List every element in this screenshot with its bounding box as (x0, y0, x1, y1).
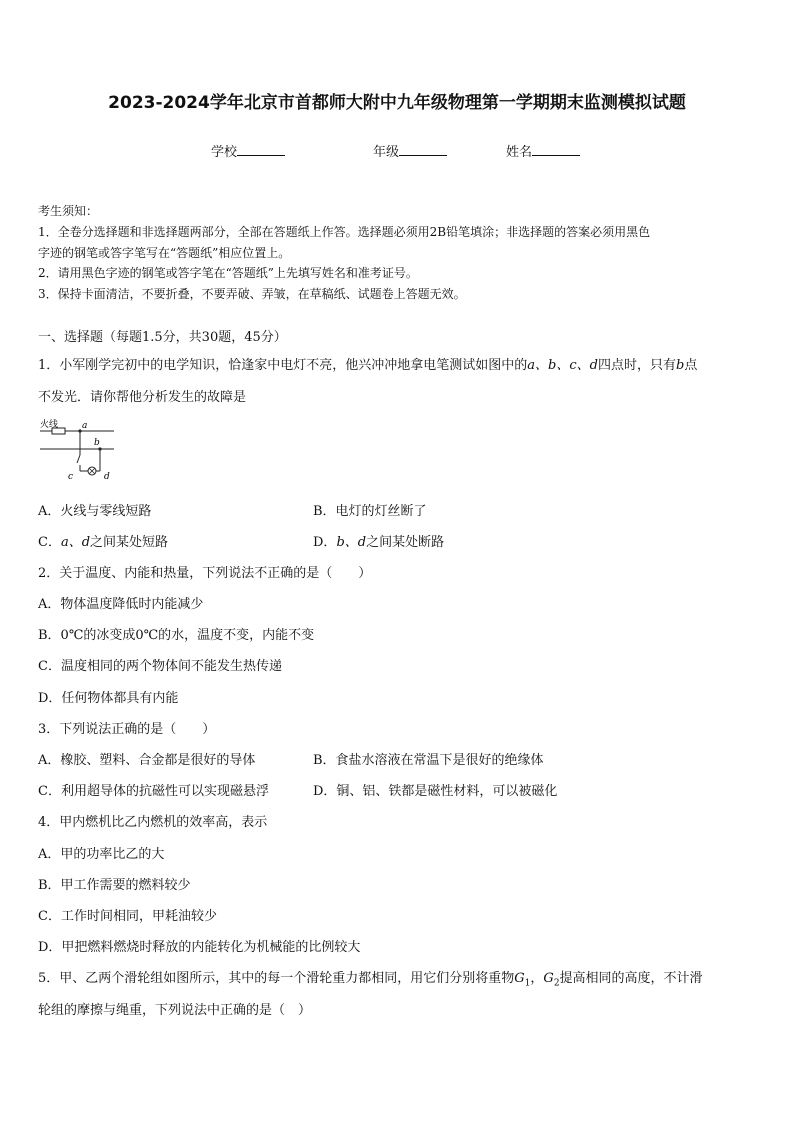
q5-g2-subscript: 2 (553, 978, 560, 989)
q1-stem-line2: 不发光．请你帮他分析发生的故障是 (38, 390, 247, 405)
name-field (506, 141, 580, 160)
q1-stem-text: 1．小军刚学完初中的电学知识，恰逢家中电灯不亮，他兴冲冲地拿电笔测试如图中的 (38, 358, 528, 373)
q1-option-c (38, 531, 168, 550)
q1-option-d (313, 531, 444, 550)
q3-option-c: C．利用超导体的抗磁性可以实现磁悬浮 (38, 784, 269, 799)
switch-symbol (77, 455, 80, 463)
notice-item: 2．请用黑色字迹的钢笔或答字笔在“答题纸”上先填写姓名和准考证号。 (38, 266, 418, 280)
q5-g1: G (514, 971, 525, 986)
q5-stem-text: 5．甲、乙两个滑轮组如图所示，其中的每一个滑轮重力都相同，用它们分别将重物 (38, 971, 515, 986)
live-wire-label: 火线 (40, 420, 59, 430)
q5-g1-subscript: 1 (524, 978, 531, 989)
circuit-diagram (38, 415, 118, 483)
q4-stem: 4．甲内燃机比乙内燃机的效率高，表示 (38, 815, 268, 830)
section-title: 一、选择题（每题1.5分，共30题，45分） (38, 330, 287, 345)
q1-stem-text: 四点时，只有 (597, 358, 676, 373)
notice-heading: 考生须知： (38, 204, 99, 218)
q1-option-d-text: 之间某处断路 (366, 535, 445, 550)
q1-option-c-points: a、d (60, 535, 91, 550)
school-field (211, 141, 285, 160)
grade-blank (399, 143, 447, 156)
q1-stem (38, 354, 697, 373)
q4-option-a: A．甲的功率比乙的大 (38, 847, 165, 862)
q3-option-a: A．橡胶、塑料、合金都是很好的导体 (38, 753, 256, 768)
q3-stem: 3．下列说法正确的是（ ） (38, 722, 216, 737)
q4-option-c: C．工作时间相同，甲耗油较少 (38, 909, 217, 924)
q1-points: a、b、c、d (527, 358, 598, 373)
school-label: 学校 (211, 145, 238, 160)
q1-stem-text: 点 (684, 358, 698, 373)
notice-item: 1．全卷分选择题和非选择题两部分，全部在答题纸上作答。选择题必须用2B铅笔填涂；非选择题的答案必须用黑色 (38, 225, 651, 239)
page-title: 2023-2024学年北京市首都师大附中九年级物理第一学期期末监测模拟试题 (108, 93, 686, 113)
point-d-label: d (104, 472, 110, 482)
school-blank (237, 143, 285, 156)
q2-option-d: D．任何物体都具有内能 (38, 691, 179, 706)
point-c-label: c (68, 472, 74, 482)
q5-separator: ， (530, 971, 544, 986)
point-b-label: b (94, 438, 100, 448)
q2-option-a: A．物体温度降低时内能减少 (38, 597, 204, 612)
notice-item: 3．保持卡面清洁，不要折叠，不要弄破、弄皱，在草稿纸、试题卷上答题无效。 (38, 287, 466, 301)
q5-stem-text: 提高相同的高度，不计滑 (559, 971, 703, 986)
q3-option-d: D．铜、铝、铁都是磁性材料，可以被磁化 (313, 784, 558, 799)
notice-item: 字迹的钢笔或答字笔写在“答题纸”相应位置上。 (38, 246, 291, 260)
q2-stem: 2．关于温度、内能和热量，下列说法不正确的是（ ） (38, 566, 372, 581)
q4-option-d: D．甲把燃料燃烧时释放的内能转化为机械能的比例较大 (38, 940, 361, 955)
q2-option-c: C．温度相同的两个物体间不能发生热传递 (38, 659, 282, 674)
q1-option-b: B．电灯的灯丝断了 (313, 504, 427, 519)
name-blank (532, 143, 580, 156)
q1-option-d-text: D． (313, 535, 337, 550)
grade-field (373, 141, 447, 160)
q2-option-b: B．0℃的冰变成0℃的水，温度不变，内能不变 (38, 628, 315, 643)
q4-option-b: B．甲工作需要的燃料较少 (38, 878, 191, 893)
q1-point-b: b (675, 358, 685, 373)
grade-label: 年级 (373, 145, 400, 160)
name-label: 姓名 (506, 145, 533, 160)
q5-stem (38, 967, 703, 989)
q1-option-a: A．火线与零线短路 (38, 504, 152, 519)
q3-option-b: B．食盐水溶液在常温下是很好的绝缘体 (313, 753, 544, 768)
q5-g2: G (543, 971, 554, 986)
point-a-label: a (82, 421, 88, 431)
q5-stem-line2: 轮组的摩擦与绳重，下列说法中正确的是（ ） (38, 1003, 312, 1018)
q1-option-c-text: C． (38, 535, 61, 550)
q1-option-d-points: b、d (336, 535, 367, 550)
q1-option-c-text: 之间某处短路 (90, 535, 169, 550)
